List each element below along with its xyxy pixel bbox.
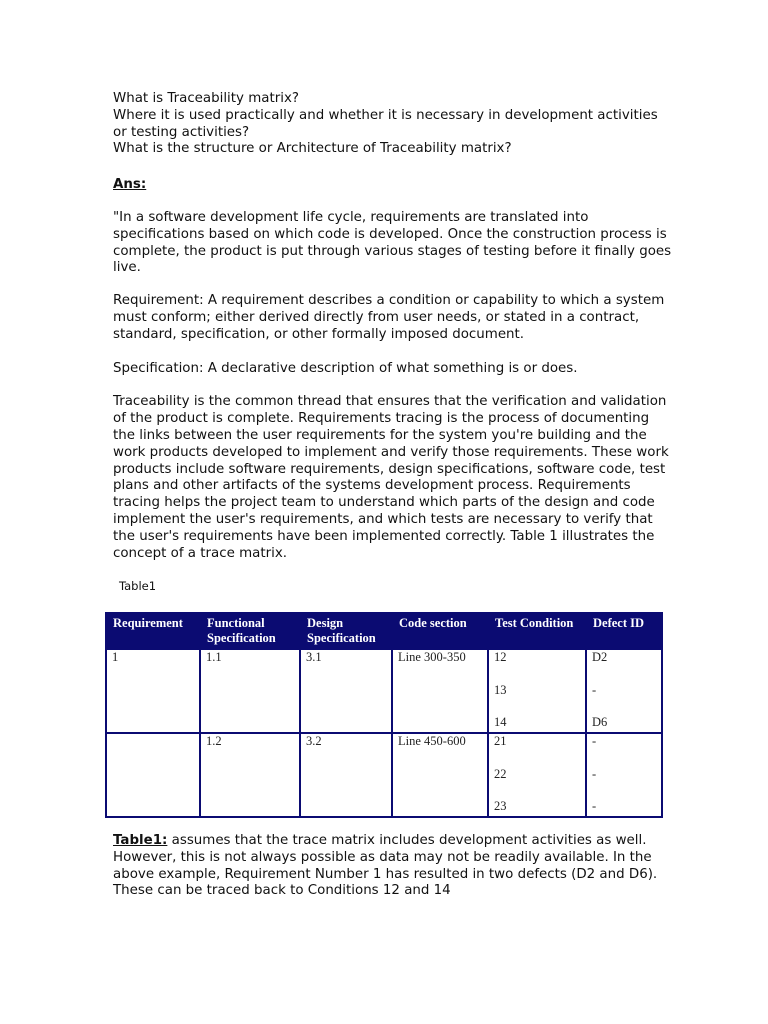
- defect-id: D6: [592, 715, 608, 729]
- test-condition: 12: [494, 650, 507, 664]
- header-code-section: Code section: [392, 613, 488, 649]
- test-condition: 13: [494, 682, 507, 697]
- after-table-paragraph: [113, 833, 673, 900]
- cell-functional: 1.2: [200, 733, 300, 817]
- after-table-text: assumes that the trace matrix includes development activities as well. However, this is not always possible as data may not be readily available. In the above example, Requirement Number 1 has resulted in two defects (D2 and D6). These can be traced back to Conditions 12 and 14: [113, 833, 658, 899]
- trace-matrix-table: [105, 612, 663, 818]
- table-caption: Table1: [119, 579, 157, 594]
- defect-id: -: [592, 766, 597, 781]
- header-requirement: Requirement: [106, 613, 200, 649]
- questions-block: [113, 91, 673, 158]
- cell-tests: [488, 733, 586, 817]
- traceability-paragraph: Traceability is the common thread that ensures that the verification and validation of the product is complete. Requirements tracing is the process of documenting the links between the user requirements for the system you're building and the work products developed to implement and verify those requirements. These work products include software requirements, design specifications, software code, test plans and other artifacts of the systems development process. Requirements tracing helps the project team to understand which parts of the design and code implement the user's requirements, and which tests are necessary to verify that the user's requirements have been implemented correctly. Table 1 illustrates the concept of a trace matrix.: [113, 394, 669, 561]
- test-condition: 23: [494, 799, 507, 813]
- test-condition: 21: [494, 734, 507, 748]
- table-row: [106, 733, 662, 817]
- defect-id: D2: [592, 650, 608, 664]
- cell-requirement: 1: [106, 649, 200, 733]
- header-test-condition: Test Condition: [488, 613, 586, 649]
- table-row: [106, 649, 662, 733]
- cell-functional: 1.1: [200, 649, 300, 733]
- cell-requirement: [106, 733, 200, 817]
- table1-reference-label: Table1:: [113, 833, 168, 848]
- test-condition: 14: [494, 715, 507, 729]
- question-3: What is the structure or Architecture of Traceability matrix?: [113, 141, 512, 157]
- defect-id: -: [592, 734, 597, 748]
- cell-design: 3.1: [300, 649, 392, 733]
- question-1: What is Traceability matrix?: [113, 91, 299, 106]
- test-condition: 22: [494, 766, 507, 781]
- header-functional-spec: Functional Specification: [200, 613, 300, 649]
- cell-code: Line 450-600: [392, 733, 488, 817]
- cell-design: 3.2: [300, 733, 392, 817]
- intro-paragraph: "In a software development life cycle, requirements are translated into specifications based on which code is developed. Once the construction process is complete, the product is put through various stages of testing before it finally goes live.: [113, 209, 672, 276]
- cell-defects: [586, 649, 662, 733]
- answer-label: Ans:: [113, 177, 147, 193]
- defect-id: -: [592, 799, 597, 813]
- requirement-paragraph: Requirement: A requirement describes a condition or capability to which a system must conform; either derived directly from user needs, or stated in a contract, standard, specification, or other formally imposed document.: [113, 293, 665, 342]
- header-design-spec: Design Specification: [300, 613, 392, 649]
- specification-paragraph: Specification: A declarative description of what something is or does.: [113, 360, 578, 376]
- defect-id: -: [592, 682, 597, 697]
- header-defect-id: Defect ID: [586, 613, 662, 649]
- table-header-row: [106, 613, 662, 649]
- document-page: [112, 91, 673, 899]
- cell-defects: [586, 733, 662, 817]
- question-2: Where it is used practically and whether it is necessary in development activities or testing activities?: [113, 107, 658, 140]
- cell-tests: [488, 649, 586, 733]
- cell-code: Line 300-350: [392, 649, 488, 733]
